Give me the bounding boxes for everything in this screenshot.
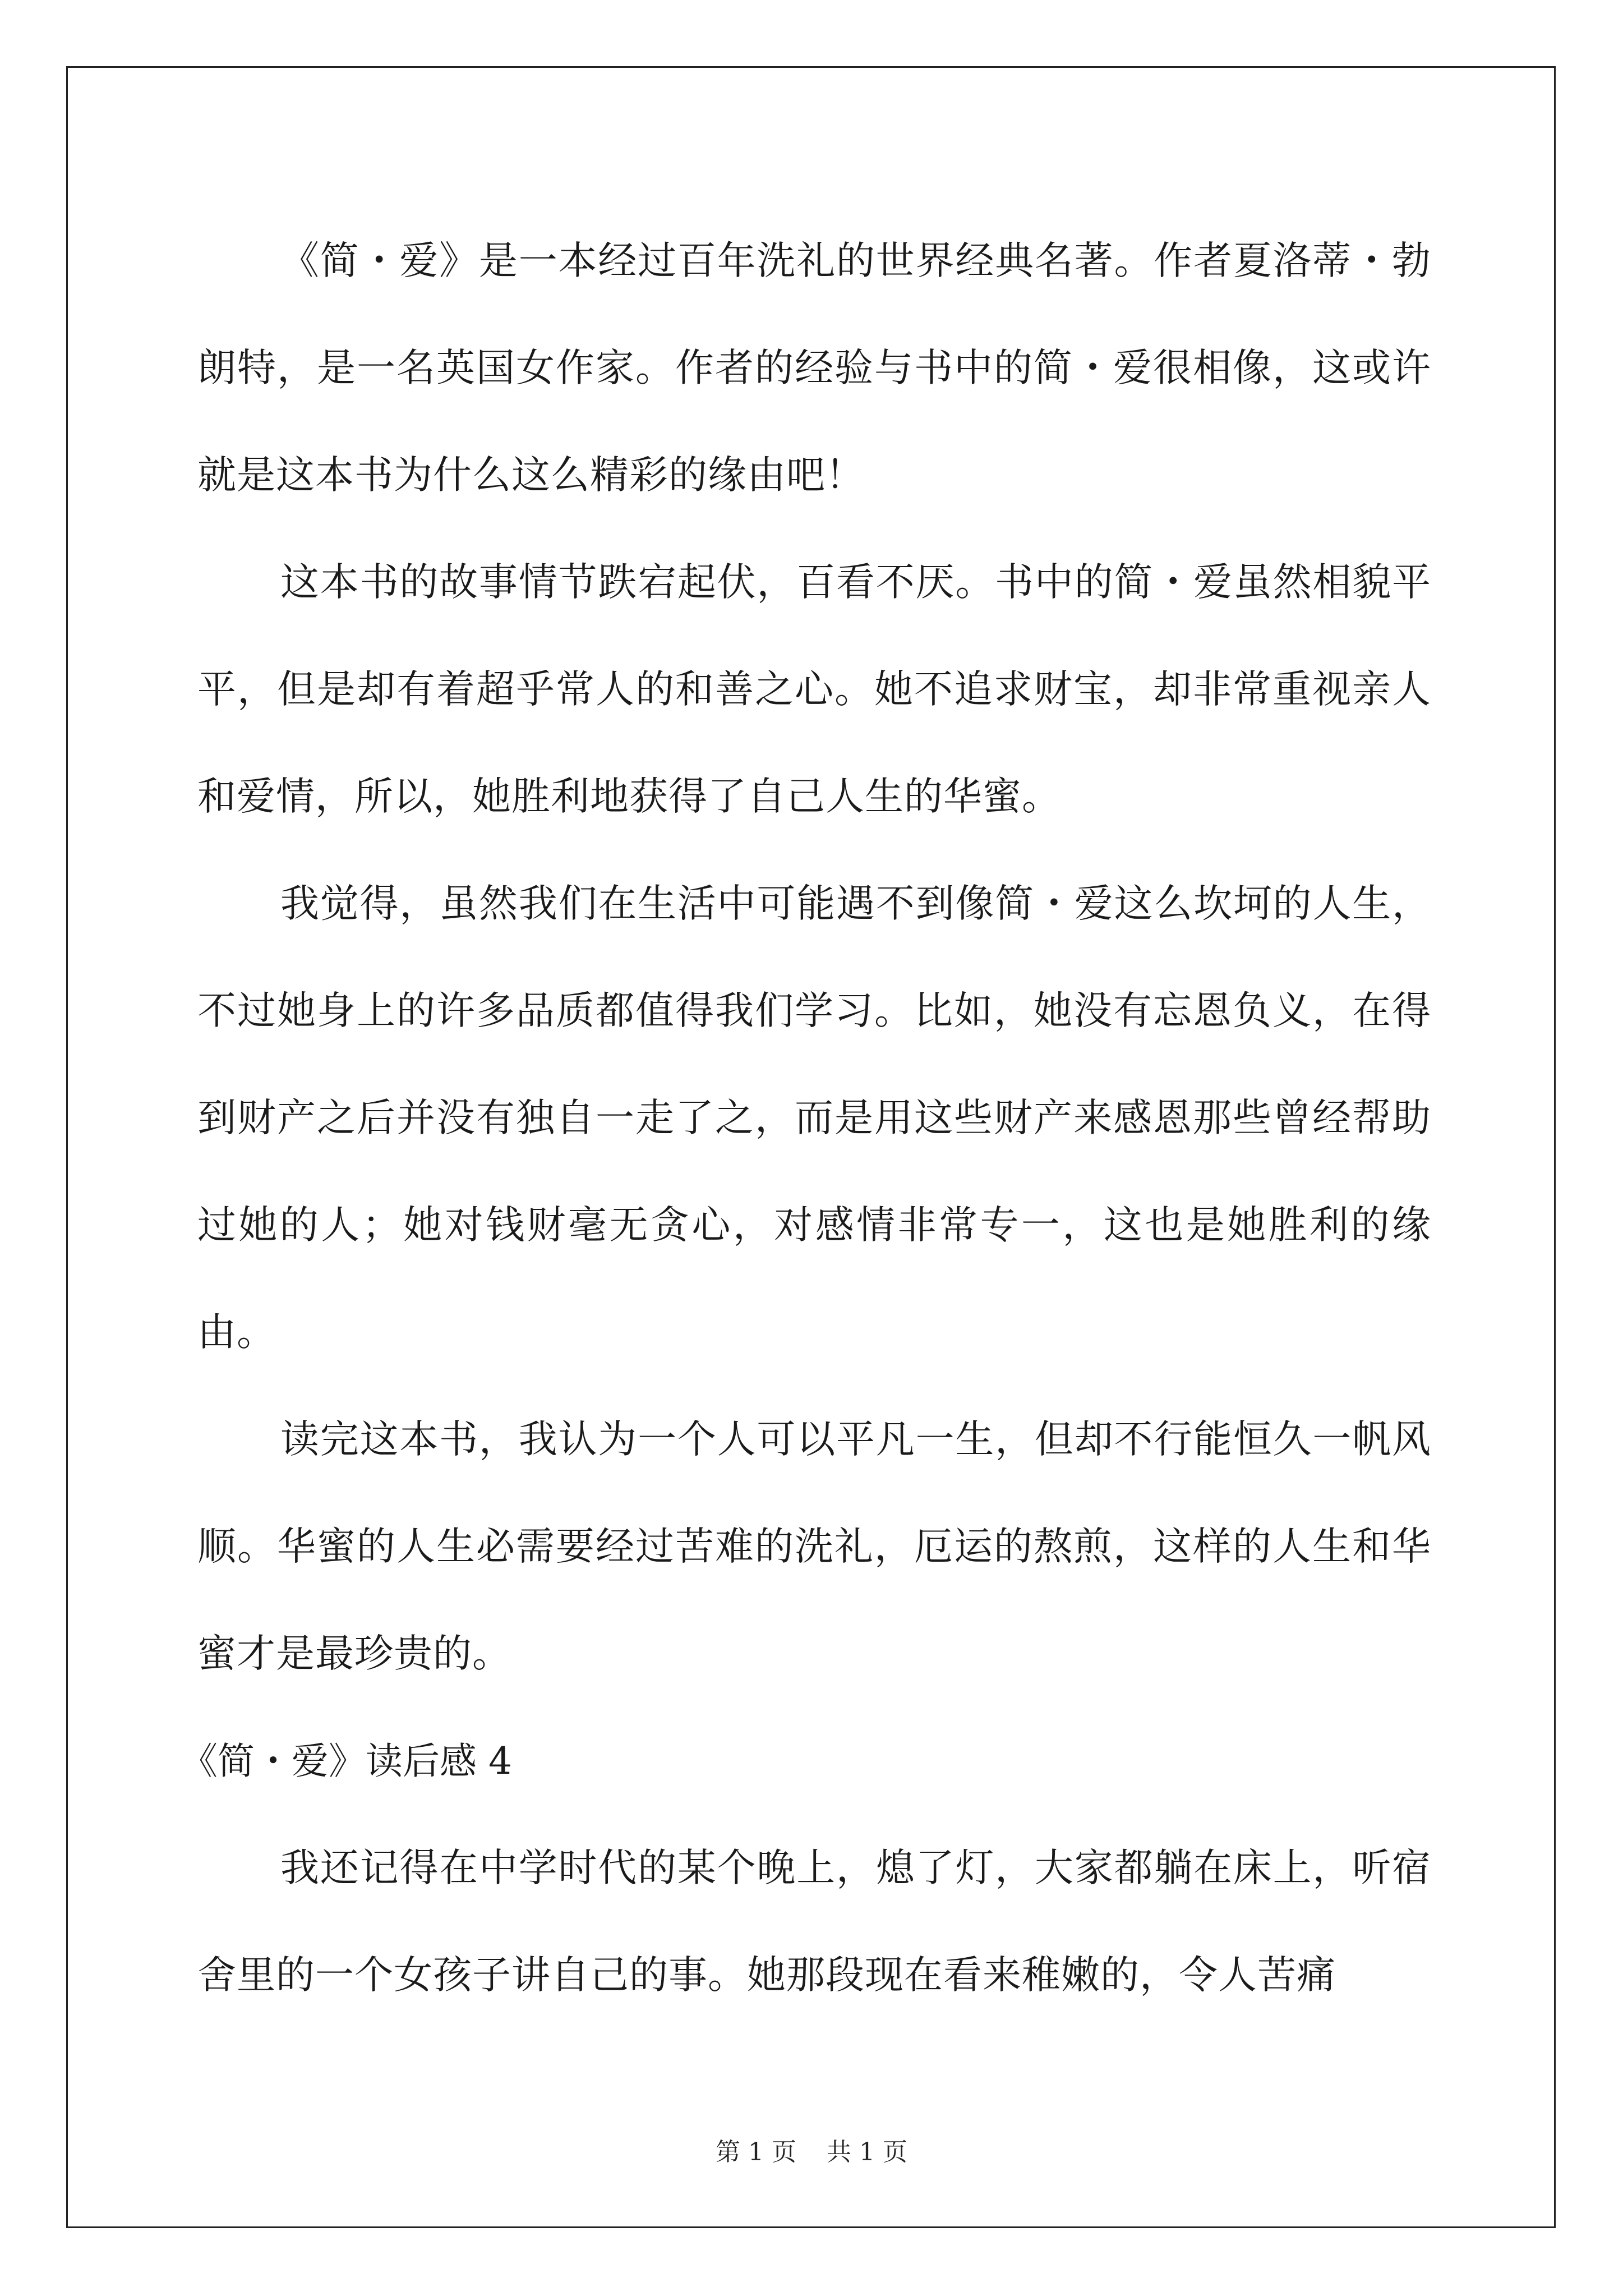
paragraph-intro: 《简・爱》是一本经过百年洗礼的世界经典名著。作者夏洛蒂・勃朗特，是一名英国女作家。作者的经验与书中的简・爱很相像，这或许就是这本书为什么这么精彩的缘由吧！ bbox=[197, 238, 1431, 498]
paragraph-conclusion: 读完这本书，我认为一个人可以平凡一生，但却不行能恒久一帆风顺。华蜜的人生必需要经过苦难的洗礼，厄运的熬煎，这样的人生和华蜜才是最珍贵的。 bbox=[197, 1417, 1431, 1676]
paragraph-memory: 我还记得在中学时代的某个晚上，熄了灯，大家都躺在床上，听宿舍里的一个女孩子讲自己的事。她那段现在看来稚嫩的，令人苦痛 bbox=[197, 1846, 1431, 1998]
paragraph-plot: 这本书的故事情节跌宕起伏，百看不厌。书中的简・爱虽然相貌平平，但是却有着超乎常人的和善之心。她不追求财宝，却非常重视亲人和爱情，所以，她胜利地获得了自己人生的华蜜。 bbox=[197, 560, 1431, 819]
paragraph-qualities: 我觉得，虽然我们在生活中可能遇不到像简・爱这么坎坷的人生，不过她身上的许多品质都值得我们学习。比如，她没有忘恩负义，在得到财产之后并没有独自一走了之，而是用这些财产来感恩那些曾经帮助过她的人；她对钱财毫无贪心，对感情非常专一，这也是她胜利的缘由。 bbox=[197, 881, 1431, 1355]
document-body bbox=[181, 208, 1431, 2029]
page-footer bbox=[0, 2132, 1623, 2168]
section-heading: 《简・爱》读后感 4 bbox=[181, 1740, 512, 1783]
page-total: 共 1 页 bbox=[827, 2138, 907, 2166]
page-number: 第 1 页 bbox=[716, 2138, 796, 2166]
